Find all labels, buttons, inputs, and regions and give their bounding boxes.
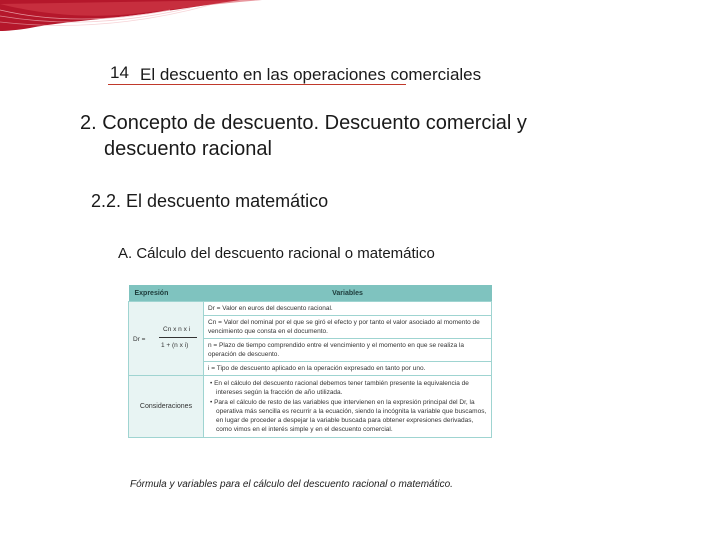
formula-cell xyxy=(129,302,204,376)
formula-denominator: 1 + (n x i) xyxy=(161,341,189,349)
considerations-cell xyxy=(204,376,492,438)
variable-dr: Dr = Valor en euros del descuento racional. xyxy=(204,302,492,316)
header-variables: Variables xyxy=(204,285,492,302)
point-title: A. Cálculo del descuento racional o matemático xyxy=(118,245,435,262)
fraction-bar xyxy=(159,337,197,338)
formula xyxy=(133,309,199,369)
consideration-item: • En el cálculo del descuento racional debemos tener también presente la equivalencia de intereses según la fracción de año utilizada. xyxy=(210,380,469,396)
chapter-number: 14 xyxy=(110,63,129,82)
consideration-text-2: Para el cálculo de resto de las variables que intervienen en la expresión principal del Dr, la operativa más sencilla es recurrir a la ecuación, siendo la incógnita la variable que buscamos, en lugar de proceder a despejar la variable buscada para obtener expresiones derivadas, como vimos en el interés simple y en el descuento comercial. xyxy=(214,399,487,433)
consideration-text-1: En el cálculo del descuento racional debemos tener también presente la equivalencia de intereses según la fracción de año utilizada. xyxy=(214,380,469,396)
variables-table xyxy=(128,285,492,438)
table-row xyxy=(129,302,492,316)
considerations-label: Consideraciones xyxy=(129,376,204,438)
variable-cn: Cn = Valor del nominal por el que se giró el efecto y por tanto el valor asociado al momento de vencimiento que consta en el documento. xyxy=(204,316,492,339)
variable-i: i = Tipo de descuento aplicado en la operación expresado en tanto por uno. xyxy=(204,362,492,376)
header-expression: Expresión xyxy=(129,285,204,302)
subsection-title: 2.2. El descuento matemático xyxy=(91,191,329,211)
variable-n: n = Plazo de tiempo comprendido entre el vencimiento y el momento en que se realiza la operación de descuento. xyxy=(204,339,492,362)
formula-numerator: Cn x n x i xyxy=(163,325,191,333)
section-title-line-1: 2. Concepto de descuento. Descuento comercial y xyxy=(80,112,527,134)
chapter-title: El descuento en las operaciones comerciales xyxy=(140,65,482,84)
chapter-underline xyxy=(108,84,406,85)
consideration-item: • Para el cálculo de resto de las variables que intervienen en la expresión principal del Dr, la operativa más sencilla es recurrir a la ecuación, siendo la incógnita la variable que buscamos, en lugar de proceder a despejar la variable buscada para obtener expresiones derivadas, como vimos en el interés simple y en el descuento comercial. xyxy=(210,399,487,433)
formula-lhs: Dr = xyxy=(133,335,146,343)
table-row xyxy=(129,376,492,438)
section-title xyxy=(80,110,640,162)
table-header-row xyxy=(129,285,492,302)
section-title-line-2: descuento racional xyxy=(104,138,272,160)
decorative-waves xyxy=(0,0,280,32)
figure-caption: Fórmula y variables para el cálculo del descuento racional o matemático. xyxy=(130,479,453,490)
